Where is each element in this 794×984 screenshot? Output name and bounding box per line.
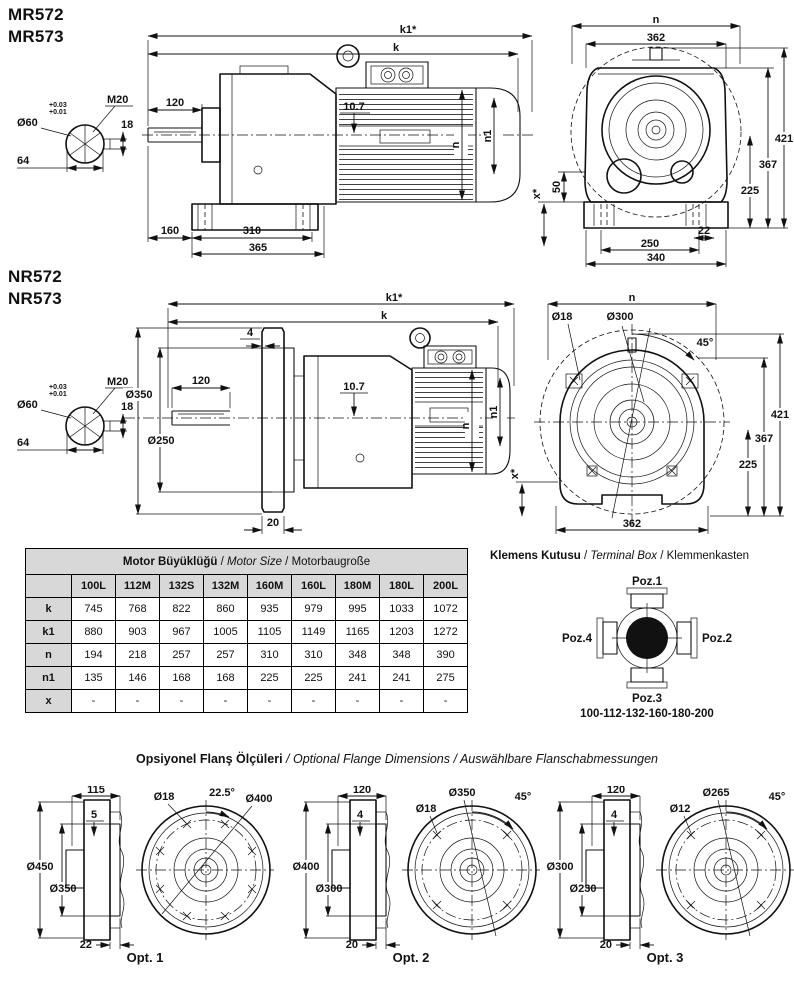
dim-shaft-length: 64 bbox=[17, 155, 30, 167]
table-cell: 168 bbox=[204, 667, 248, 690]
table-cell: 310 bbox=[292, 644, 336, 667]
table-cell: 1033 bbox=[380, 598, 424, 621]
dim-421: 421 bbox=[774, 133, 794, 145]
dim-spigot-diameter: Ø250 bbox=[147, 435, 175, 447]
table-cell: - bbox=[292, 690, 336, 713]
table-cell: 1272 bbox=[424, 621, 468, 644]
dim-n: n bbox=[460, 422, 472, 430]
model-title-mr bbox=[8, 4, 64, 48]
shaft-circle bbox=[66, 125, 110, 163]
col-header: 160M bbox=[248, 575, 292, 598]
terminal-box-side bbox=[366, 62, 428, 88]
col-header: 180M bbox=[336, 575, 380, 598]
poz1-label: Poz.1 bbox=[631, 576, 663, 588]
dim-n: n bbox=[450, 141, 462, 149]
dim-367: 367 bbox=[758, 159, 778, 171]
flange-opt1-drawing bbox=[14, 786, 276, 950]
dim-key-height: 18 bbox=[121, 119, 134, 131]
output-shaft-circles bbox=[602, 76, 710, 193]
dim-flange-lip: 20 bbox=[345, 939, 358, 950]
dim-225: 225 bbox=[740, 185, 760, 197]
dim-bolt-angle: 22.5° bbox=[209, 787, 235, 799]
dim-362: 362 bbox=[622, 518, 642, 530]
dim-n1: n1 bbox=[482, 129, 494, 143]
model-nr573: NR573 bbox=[8, 289, 62, 309]
col-header: 180L bbox=[380, 575, 424, 598]
table-cell: 241 bbox=[380, 667, 424, 690]
table-row bbox=[26, 690, 468, 713]
dim-340: 340 bbox=[646, 252, 666, 264]
dim-tolerance-lower: +0.01 bbox=[49, 391, 67, 398]
dim-shaft-length: 120 bbox=[165, 97, 185, 109]
table-cell: 348 bbox=[336, 644, 380, 667]
col-header: 132M bbox=[204, 575, 248, 598]
flange-front-circles bbox=[136, 800, 274, 940]
dim-bolt-hole: Ø18 bbox=[153, 791, 175, 803]
table-cell: 880 bbox=[72, 621, 116, 644]
table-row bbox=[26, 621, 468, 644]
opt1-label: Opt. 1 bbox=[126, 950, 164, 965]
dim-421: 421 bbox=[770, 409, 790, 421]
terminal-box-title: Klemens Kutusu / Terminal Box / Klemmenkasten bbox=[490, 550, 750, 562]
table-cell: 1165 bbox=[336, 621, 380, 644]
poz3-label: Poz.3 bbox=[631, 693, 663, 705]
dim-spigot: Ø300 bbox=[606, 311, 634, 323]
table-cell: 225 bbox=[248, 667, 292, 690]
dim-flange-width: 115 bbox=[87, 786, 105, 796]
table-cell: 1005 bbox=[204, 621, 248, 644]
table-cell: 903 bbox=[116, 621, 160, 644]
dim-flange-t: 4 bbox=[246, 327, 254, 339]
dim-362: 362 bbox=[646, 32, 666, 44]
table-cell: 1149 bbox=[292, 621, 336, 644]
table-cell: 967 bbox=[160, 621, 204, 644]
row-label: n bbox=[26, 644, 72, 667]
dim-bolt-circle: Ø265 bbox=[702, 787, 730, 799]
dim-367: 367 bbox=[754, 433, 774, 445]
terminal-box-side bbox=[424, 346, 476, 368]
dim-flange-inner: Ø300 bbox=[315, 883, 343, 895]
dim-n1: n1 bbox=[488, 405, 500, 419]
table-row bbox=[26, 644, 468, 667]
dim-flange-outer: Ø300 bbox=[546, 861, 574, 873]
dim-flange-outer: Ø450 bbox=[26, 861, 54, 873]
dim-bolt-circle: Ø350 bbox=[448, 787, 476, 799]
table-cell: 146 bbox=[116, 667, 160, 690]
terminal-box-sizes: 100-112-132-160-180-200 bbox=[580, 708, 714, 720]
col-header: 100L bbox=[72, 575, 116, 598]
mr-shaft-detail-drawing bbox=[15, 70, 150, 182]
dim-n-front: n bbox=[652, 14, 660, 26]
table-header-row bbox=[26, 575, 468, 598]
dim-k: k bbox=[392, 42, 400, 54]
dim-shaft-length: 64 bbox=[17, 437, 30, 449]
dim-offset: 10.7 bbox=[343, 101, 365, 113]
table-cell: 310 bbox=[248, 644, 292, 667]
dim-flange-diameter: Ø350 bbox=[125, 389, 153, 401]
dim-bolt-hole: Ø18 bbox=[551, 311, 573, 323]
dim-flange-lip: 20 bbox=[599, 939, 612, 950]
terminal-box-top-view bbox=[597, 588, 697, 688]
dim-250: 250 bbox=[640, 238, 660, 250]
poz2-label: Poz.2 bbox=[702, 633, 733, 645]
table-cell: 194 bbox=[72, 644, 116, 667]
dim-n-front: n bbox=[628, 292, 636, 304]
dim-thread: M20 bbox=[107, 94, 129, 106]
table-cell: 935 bbox=[248, 598, 292, 621]
dim-50: 50 bbox=[551, 180, 563, 194]
table-cell: 1072 bbox=[424, 598, 468, 621]
table-cell: 257 bbox=[160, 644, 204, 667]
table-cell: 241 bbox=[336, 667, 380, 690]
table-cell: 822 bbox=[160, 598, 204, 621]
row-label: k bbox=[26, 598, 72, 621]
dim-310: 310 bbox=[242, 225, 262, 237]
table-cell: 745 bbox=[72, 598, 116, 621]
dim-bolt-angle: 45° bbox=[768, 791, 786, 803]
dim-flange-width: 120 bbox=[606, 786, 626, 796]
mr-side-view-drawing bbox=[140, 22, 540, 262]
table-title: Motor Büyüklüğü / Motor Size / Motorbaugroße bbox=[26, 549, 468, 575]
table-cell: 390 bbox=[424, 644, 468, 667]
dim-225: 225 bbox=[738, 459, 758, 471]
col-header: 200L bbox=[424, 575, 468, 598]
flange-front-circles bbox=[656, 800, 794, 940]
dim-k: k bbox=[380, 310, 388, 322]
motor-size-table bbox=[25, 548, 468, 713]
flange-opt2-drawing bbox=[280, 786, 542, 950]
table-cell: 1105 bbox=[248, 621, 292, 644]
dim-22: 22 bbox=[697, 225, 711, 237]
dim-flange-width: 120 bbox=[352, 786, 372, 796]
dim-flange-step: 4 bbox=[356, 809, 364, 821]
row-label: n1 bbox=[26, 667, 72, 690]
col-header: 160L bbox=[292, 575, 336, 598]
nr-side-view-drawing bbox=[122, 290, 522, 542]
dim-flange-inner: Ø350 bbox=[49, 883, 77, 895]
opt2-label: Opt. 2 bbox=[392, 950, 430, 965]
mounting-flange bbox=[262, 328, 304, 512]
dim-bolt-hole: Ø18 bbox=[415, 803, 437, 815]
table-cell: 257 bbox=[204, 644, 248, 667]
table-cell: - bbox=[160, 690, 204, 713]
table-cell: 768 bbox=[116, 598, 160, 621]
col-header: 112M bbox=[116, 575, 160, 598]
shaft-circle bbox=[66, 407, 110, 445]
model-nr572: NR572 bbox=[8, 267, 62, 286]
mr-front-view-drawing bbox=[528, 12, 794, 268]
dim-thread: M20 bbox=[107, 376, 129, 388]
dim-flange-outer: Ø400 bbox=[292, 861, 320, 873]
table-cell: 225 bbox=[292, 667, 336, 690]
dim-tolerance-lower: +0.01 bbox=[49, 109, 67, 116]
terminal-box-diagram bbox=[542, 576, 752, 706]
model-mr572: MR572 bbox=[8, 5, 64, 24]
table-cell: 135 bbox=[72, 667, 116, 690]
dim-shaft-diameter: Ø60 bbox=[17, 399, 38, 411]
table-cell: 168 bbox=[160, 667, 204, 690]
table-cell: 979 bbox=[292, 598, 336, 621]
dim-x: x* bbox=[531, 188, 543, 200]
corner-cell bbox=[26, 575, 72, 598]
dim-flange-step: 4 bbox=[610, 809, 618, 821]
dim-bolt-hole: Ø12 bbox=[669, 803, 691, 815]
model-mr573: MR573 bbox=[8, 27, 64, 47]
dim-k1: k1* bbox=[399, 24, 417, 36]
table-row bbox=[26, 667, 468, 690]
table-cell: 275 bbox=[424, 667, 468, 690]
eyebolt bbox=[337, 45, 359, 67]
motor-outline-circle bbox=[571, 47, 741, 217]
table-cell: 860 bbox=[204, 598, 248, 621]
dim-k1: k1* bbox=[385, 292, 403, 304]
flange-front-circles bbox=[402, 800, 540, 940]
table-cell: - bbox=[72, 690, 116, 713]
table-cell: 995 bbox=[336, 598, 380, 621]
dim-tolerance-upper: +0.03 bbox=[49, 102, 67, 109]
dim-flange-step: 5 bbox=[90, 809, 98, 821]
table-row bbox=[26, 598, 468, 621]
table-cell: - bbox=[424, 690, 468, 713]
table-cell: 348 bbox=[380, 644, 424, 667]
table-cell: - bbox=[248, 690, 292, 713]
eyebolt bbox=[410, 328, 430, 348]
table-cell: - bbox=[380, 690, 424, 713]
table-cell: - bbox=[116, 690, 160, 713]
opt3-label: Opt. 3 bbox=[646, 950, 684, 965]
dim-20: 20 bbox=[266, 517, 280, 529]
model-title-nr bbox=[8, 266, 62, 310]
dim-offset: 10.7 bbox=[343, 381, 365, 393]
dim-160: 160 bbox=[160, 225, 180, 237]
dim-shaft-diameter: Ø60 bbox=[17, 117, 38, 129]
poz4-label: Poz.4 bbox=[561, 633, 592, 645]
dim-bolt-circle: Ø400 bbox=[245, 793, 273, 805]
col-header: 132S bbox=[160, 575, 204, 598]
nr-front-view-drawing bbox=[500, 290, 794, 542]
dim-bolt-angle: 45° bbox=[514, 791, 532, 803]
row-label: x bbox=[26, 690, 72, 713]
table-cell: - bbox=[204, 690, 248, 713]
table-cell: - bbox=[336, 690, 380, 713]
dim-shaft-length: 120 bbox=[191, 375, 211, 387]
dim-flange-lip: 22 bbox=[79, 939, 92, 950]
dim-key-height: 18 bbox=[121, 401, 134, 413]
dim-x: x* bbox=[509, 468, 521, 480]
flange-section-title: Opsiyonel Flanş Ölçüleri / Optional Flange Dimensions / Auswählbare Flanschabmessungen bbox=[135, 752, 659, 766]
dim-flange-inner: Ø230 bbox=[569, 883, 597, 895]
table-cell: 1203 bbox=[380, 621, 424, 644]
flange-opt3-drawing bbox=[534, 786, 794, 950]
gearbox-housing bbox=[304, 356, 412, 488]
dim-angle: 45° bbox=[696, 337, 714, 349]
table-cell: 218 bbox=[116, 644, 160, 667]
row-label: k1 bbox=[26, 621, 72, 644]
dim-tolerance-upper: +0.03 bbox=[49, 384, 67, 391]
housing-front bbox=[585, 48, 727, 202]
dim-365: 365 bbox=[248, 242, 268, 254]
